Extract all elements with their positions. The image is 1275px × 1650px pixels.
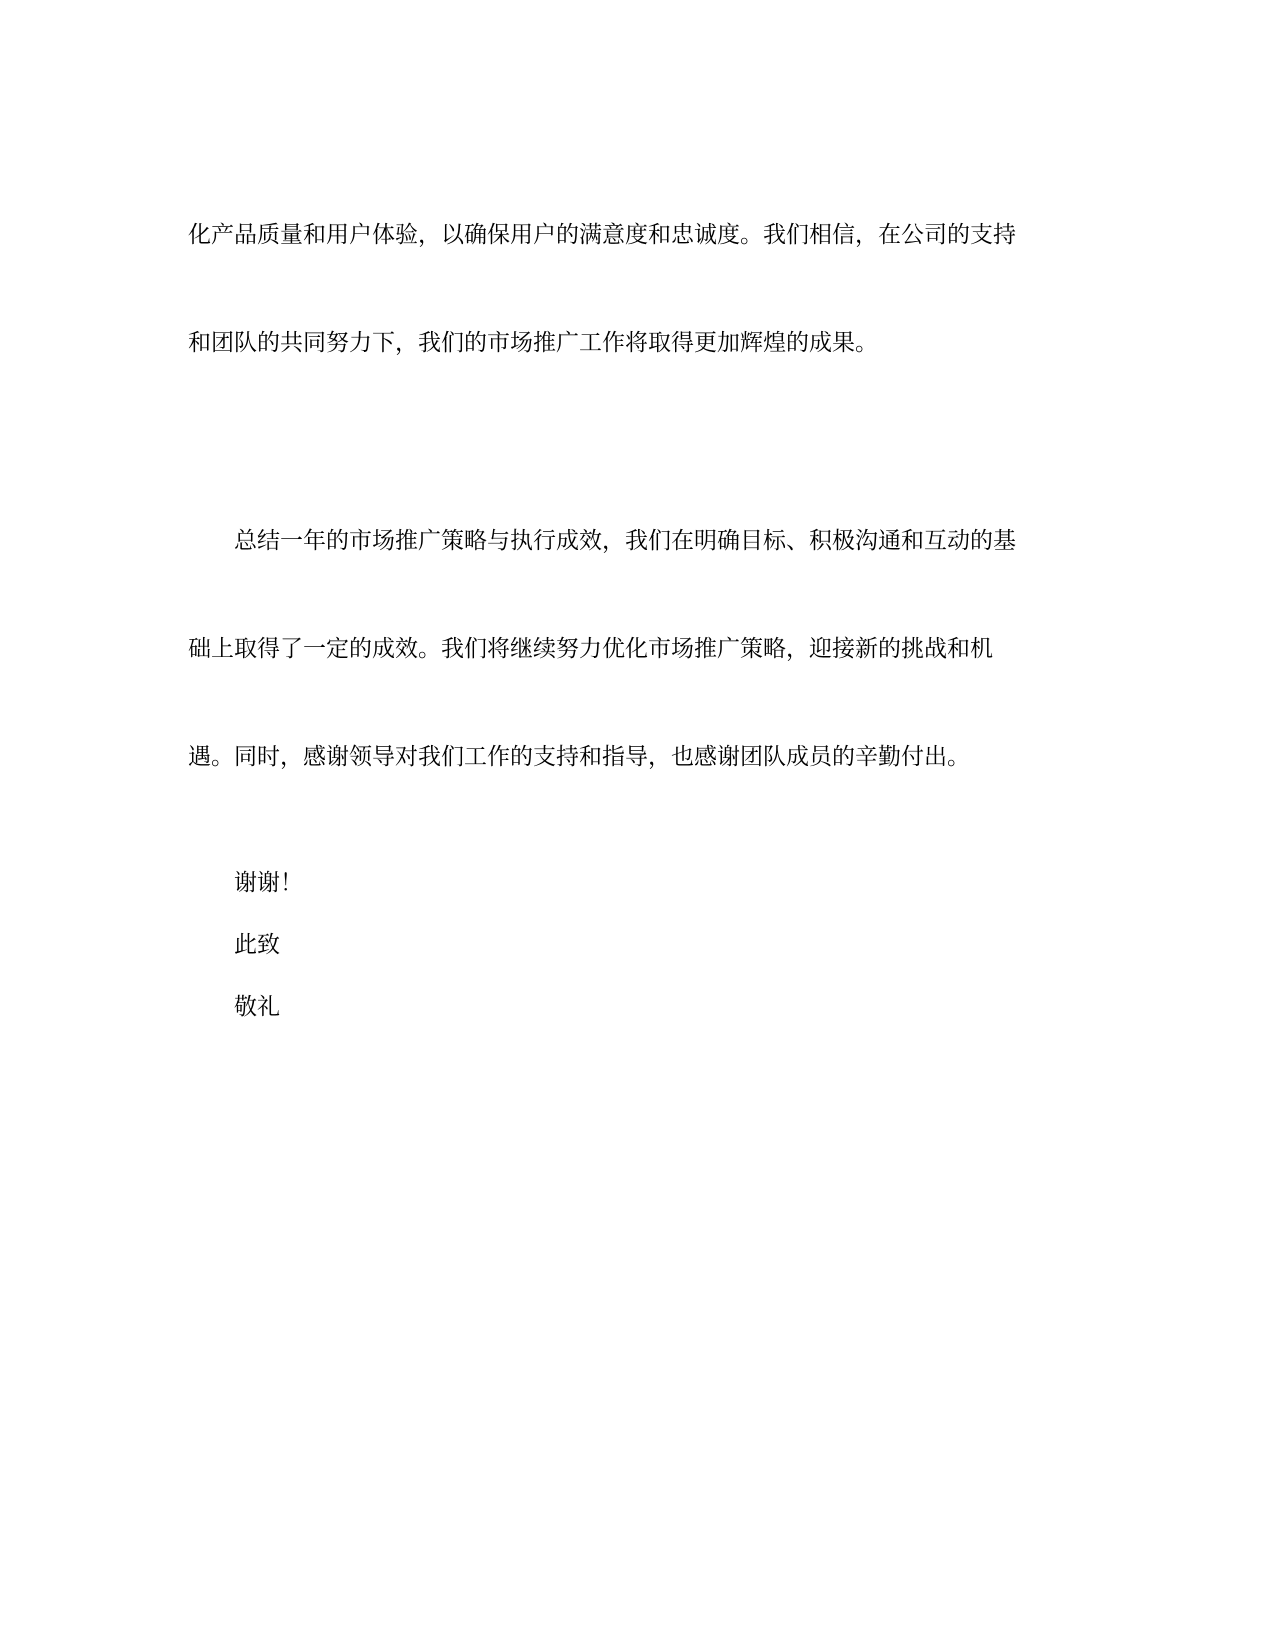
thanks-text: 谢谢！ [234,870,303,896]
paragraph-line: 和团队的共同努力下，我们的市场推广工作将取得更加辉煌的成果。 [188,330,878,356]
paragraph-continuation [188,145,1088,433]
paragraph-line: 总结一年的市场推广策略与执行成效，我们在明确目标、积极沟通和互动的基 [234,528,1016,554]
salutation-text: 敬礼 [234,994,280,1020]
paragraph-line: 化产品质量和用户体验，以确保用户的满意度和忠诚度。我们相信，在公司的支持 [188,222,1016,248]
salutation-text: 此致 [234,932,280,958]
paragraph-line: 遇。同时，感谢领导对我们工作的支持和指导，也感谢团队成员的辛勤付出。 [188,744,970,770]
document-body [188,145,1088,1051]
paragraph-summary [188,451,1088,847]
paragraph-line: 础上取得了一定的成效。我们将继续努力优化市场推广策略，迎接新的挑战和机 [188,636,993,662]
